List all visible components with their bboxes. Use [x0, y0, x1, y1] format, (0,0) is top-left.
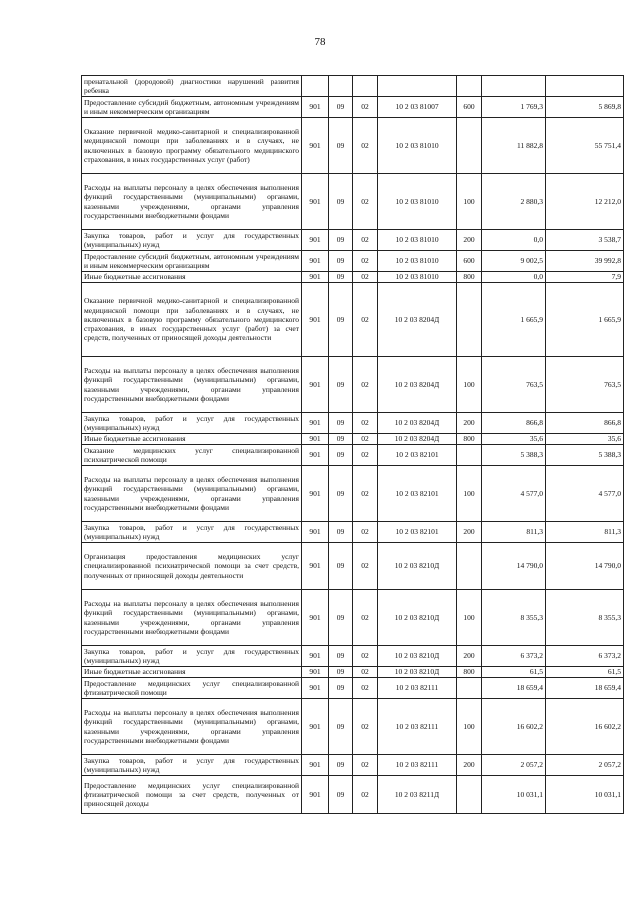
cell-department-code: 901	[302, 434, 329, 445]
table-row	[82, 272, 624, 283]
cell-subsection: 02	[353, 413, 378, 434]
cell-amount-1: 14 790,0	[482, 543, 546, 590]
cell-target-article: 10 2 03 8204Д	[378, 434, 457, 445]
cell-expense-type: 100	[457, 174, 482, 230]
cell-subsection: 02	[353, 755, 378, 776]
table-row	[82, 667, 624, 678]
cell-amount-1: 9 002,5	[482, 251, 546, 272]
cell-expense-type: 200	[457, 413, 482, 434]
cell-department-code: 901	[302, 283, 329, 357]
table-row	[82, 434, 624, 445]
cell-name: Закупка товаров, работ и услуг для государственных (муниципальных) нужд	[82, 646, 302, 667]
cell-target-article: 10 2 03 82101	[378, 445, 457, 466]
cell-target-article: 10 2 03 82101	[378, 466, 457, 522]
cell-amount-1	[482, 76, 546, 97]
cell-target-article: 10 2 03 82111	[378, 755, 457, 776]
cell-subsection: 02	[353, 118, 378, 174]
cell-name: Предоставление субсидий бюджетным, автономным учреждениям и иным некоммерческим организациям	[82, 97, 302, 118]
cell-section: 09	[329, 466, 353, 522]
table-row	[82, 230, 624, 251]
cell-section: 09	[329, 251, 353, 272]
cell-amount-2: 1 665,9	[546, 283, 624, 357]
cell-section: 09	[329, 590, 353, 646]
cell-expense-type	[457, 776, 482, 814]
cell-target-article: 10 2 03 81010	[378, 230, 457, 251]
cell-name: Расходы на выплаты персоналу в целях обеспечения выполнения функций государственными (муниципальными) органами, казенными учреждениями, органами управления государственными внебюджетными фондами	[82, 590, 302, 646]
cell-expense-type	[457, 118, 482, 174]
cell-amount-2: 811,3	[546, 522, 624, 543]
cell-section: 09	[329, 699, 353, 755]
cell-department-code: 901	[302, 466, 329, 522]
cell-department-code: 901	[302, 699, 329, 755]
cell-amount-2	[546, 76, 624, 97]
cell-amount-1: 16 602,2	[482, 699, 546, 755]
cell-expense-type	[457, 445, 482, 466]
cell-section: 09	[329, 174, 353, 230]
cell-amount-2: 6 373,2	[546, 646, 624, 667]
cell-section: 09	[329, 230, 353, 251]
cell-expense-type	[457, 283, 482, 357]
cell-amount-1: 5 388,3	[482, 445, 546, 466]
table-row	[82, 76, 624, 97]
cell-amount-1: 0,0	[482, 272, 546, 283]
cell-name: Закупка товаров, работ и услуг для государственных (муниципальных) нужд	[82, 755, 302, 776]
cell-amount-2: 18 659,4	[546, 678, 624, 699]
cell-name: пренатальной (дородовой) диагностики нарушений развития ребенка	[82, 76, 302, 97]
cell-section: 09	[329, 776, 353, 814]
cell-amount-2: 763,5	[546, 357, 624, 413]
cell-department-code: 901	[302, 543, 329, 590]
table-row	[82, 251, 624, 272]
cell-department-code: 901	[302, 776, 329, 814]
cell-department-code: 901	[302, 97, 329, 118]
cell-target-article: 10 2 03 81007	[378, 97, 457, 118]
cell-subsection: 02	[353, 466, 378, 522]
cell-amount-1: 811,3	[482, 522, 546, 543]
cell-amount-2: 866,8	[546, 413, 624, 434]
table-row	[82, 118, 624, 174]
cell-department-code: 901	[302, 272, 329, 283]
cell-section: 09	[329, 357, 353, 413]
cell-department-code: 901	[302, 522, 329, 543]
cell-target-article: 10 2 03 8211Д	[378, 776, 457, 814]
cell-section: 09	[329, 646, 353, 667]
cell-name: Оказание первичной медико-санитарной и специализированной медицинской помощи при заболеваниях и в случаях, не включенных в базовую программу обязательного медицинского страхования, в иных государственных услуг (работ) за счет средств, полученных от приносящей доходы деятельности	[82, 283, 302, 357]
cell-subsection: 02	[353, 646, 378, 667]
cell-name: Предоставление субсидий бюджетным, автономным учреждениям и иным некоммерческим организациям	[82, 251, 302, 272]
cell-name: Иные бюджетные ассигнования	[82, 434, 302, 445]
cell-amount-1: 11 882,8	[482, 118, 546, 174]
cell-name: Оказание первичной медико-санитарной и специализированной медицинской помощи при заболеваниях и в случаях, не включенных в базовую программу обязательного медицинского страхования, в иных государственных услуг (работ)	[82, 118, 302, 174]
cell-expense-type: 800	[457, 434, 482, 445]
cell-section	[329, 76, 353, 97]
cell-amount-2: 5 388,3	[546, 445, 624, 466]
cell-target-article: 10 2 03 81010	[378, 118, 457, 174]
cell-target-article: 10 2 03 81010	[378, 174, 457, 230]
cell-department-code: 901	[302, 251, 329, 272]
cell-name: Расходы на выплаты персоналу в целях обеспечения выполнения функций государственными (муниципальными) органами, казенными учреждениями, органами управления государственными внебюджетными фондами	[82, 699, 302, 755]
cell-name: Расходы на выплаты персоналу в целях обеспечения выполнения функций государственными (муниципальными) органами, казенными учреждениями, органами управления государственными внебюджетными фондами	[82, 466, 302, 522]
cell-name: Иные бюджетные ассигнования	[82, 667, 302, 678]
table-row	[82, 699, 624, 755]
cell-name: Расходы на выплаты персоналу в целях обеспечения выполнения функций государственными (муниципальными) органами, казенными учреждениями, органами управления государственными внебюджетными фондами	[82, 174, 302, 230]
table-row	[82, 543, 624, 590]
table-row	[82, 174, 624, 230]
cell-name: Организация предоставления медицинских услуг специализированной психиатрической помощи за счет средств, полученных от приносящей доходы деятельности	[82, 543, 302, 590]
cell-name: Закупка товаров, работ и услуг для государственных (муниципальных) нужд	[82, 522, 302, 543]
cell-expense-type: 600	[457, 251, 482, 272]
cell-expense-type	[457, 543, 482, 590]
table-row	[82, 357, 624, 413]
cell-amount-1: 6 373,2	[482, 646, 546, 667]
cell-target-article: 10 2 03 8210Д	[378, 667, 457, 678]
cell-amount-1: 61,5	[482, 667, 546, 678]
cell-expense-type: 200	[457, 646, 482, 667]
cell-target-article: 10 2 03 8204Д	[378, 413, 457, 434]
cell-section: 09	[329, 272, 353, 283]
cell-amount-2: 10 031,1	[546, 776, 624, 814]
table-row	[82, 97, 624, 118]
cell-amount-1: 1 769,3	[482, 97, 546, 118]
cell-target-article: 10 2 03 8210Д	[378, 646, 457, 667]
table-row	[82, 590, 624, 646]
cell-expense-type: 800	[457, 272, 482, 283]
cell-amount-2: 5 869,8	[546, 97, 624, 118]
cell-amount-2: 7,9	[546, 272, 624, 283]
cell-amount-2: 3 538,7	[546, 230, 624, 251]
cell-section: 09	[329, 413, 353, 434]
table-row	[82, 678, 624, 699]
cell-target-article: 10 2 03 8210Д	[378, 590, 457, 646]
cell-department-code: 901	[302, 755, 329, 776]
cell-name: Оказание медицинских услуг специализированной психиатрической помощи	[82, 445, 302, 466]
cell-expense-type: 100	[457, 466, 482, 522]
cell-amount-1: 763,5	[482, 357, 546, 413]
cell-target-article: 10 2 03 81010	[378, 251, 457, 272]
cell-expense-type: 100	[457, 699, 482, 755]
cell-department-code: 901	[302, 230, 329, 251]
cell-section: 09	[329, 118, 353, 174]
cell-amount-2: 35,6	[546, 434, 624, 445]
cell-subsection: 02	[353, 522, 378, 543]
table-row	[82, 522, 624, 543]
cell-name: Предоставление медицинских услуг специализированной фтизиатрической помощи за счет средств, полученных от приносящей доходы	[82, 776, 302, 814]
cell-subsection: 02	[353, 699, 378, 755]
cell-section: 09	[329, 678, 353, 699]
table-row	[82, 776, 624, 814]
cell-name: Закупка товаров, работ и услуг для государственных (муниципальных) нужд	[82, 413, 302, 434]
cell-department-code: 901	[302, 357, 329, 413]
cell-expense-type: 200	[457, 522, 482, 543]
cell-target-article: 10 2 03 8210Д	[378, 543, 457, 590]
cell-name: Расходы на выплаты персоналу в целях обеспечения выполнения функций государственными (муниципальными) органами, казенными учреждениями, органами управления государственными внебюджетными фондами	[82, 357, 302, 413]
cell-amount-1: 2 057,2	[482, 755, 546, 776]
cell-department-code: 901	[302, 678, 329, 699]
cell-department-code: 901	[302, 590, 329, 646]
cell-name: Предоставление медицинских услуг специализированной фтизиатрической помощи	[82, 678, 302, 699]
cell-section: 09	[329, 667, 353, 678]
cell-amount-1: 2 880,3	[482, 174, 546, 230]
cell-section: 09	[329, 522, 353, 543]
cell-subsection: 02	[353, 776, 378, 814]
cell-section: 09	[329, 755, 353, 776]
cell-department-code: 901	[302, 174, 329, 230]
cell-department-code: 901	[302, 667, 329, 678]
cell-department-code: 901	[302, 118, 329, 174]
cell-amount-2: 12 212,0	[546, 174, 624, 230]
cell-subsection: 02	[353, 543, 378, 590]
cell-section: 09	[329, 283, 353, 357]
cell-subsection: 02	[353, 590, 378, 646]
cell-subsection: 02	[353, 272, 378, 283]
page-number: 78	[314, 36, 326, 48]
cell-amount-2: 16 602,2	[546, 699, 624, 755]
cell-expense-type: 100	[457, 590, 482, 646]
cell-target-article	[378, 76, 457, 97]
table-row	[82, 646, 624, 667]
cell-amount-2: 8 355,3	[546, 590, 624, 646]
cell-subsection: 02	[353, 434, 378, 445]
table-row	[82, 755, 624, 776]
cell-amount-2: 39 992,8	[546, 251, 624, 272]
cell-amount-1: 10 031,1	[482, 776, 546, 814]
cell-target-article: 10 2 03 82111	[378, 678, 457, 699]
cell-amount-1: 4 577,0	[482, 466, 546, 522]
cell-section: 09	[329, 434, 353, 445]
cell-subsection: 02	[353, 678, 378, 699]
cell-target-article: 10 2 03 8204Д	[378, 283, 457, 357]
cell-target-article: 10 2 03 8204Д	[378, 357, 457, 413]
cell-target-article: 10 2 03 82101	[378, 522, 457, 543]
table-row	[82, 413, 624, 434]
cell-subsection	[353, 76, 378, 97]
cell-subsection: 02	[353, 251, 378, 272]
table-body	[82, 76, 624, 814]
cell-subsection: 02	[353, 174, 378, 230]
cell-name: Иные бюджетные ассигнования	[82, 272, 302, 283]
cell-expense-type: 600	[457, 97, 482, 118]
cell-amount-2: 4 577,0	[546, 466, 624, 522]
cell-section: 09	[329, 445, 353, 466]
cell-department-code: 901	[302, 646, 329, 667]
cell-subsection: 02	[353, 230, 378, 251]
table-row	[82, 466, 624, 522]
table-row	[82, 283, 624, 357]
cell-subsection: 02	[353, 97, 378, 118]
cell-subsection: 02	[353, 283, 378, 357]
cell-expense-type: 200	[457, 230, 482, 251]
cell-target-article: 10 2 03 81010	[378, 272, 457, 283]
cell-section: 09	[329, 97, 353, 118]
cell-amount-1: 866,8	[482, 413, 546, 434]
cell-section: 09	[329, 543, 353, 590]
cell-expense-type: 200	[457, 755, 482, 776]
cell-department-code	[302, 76, 329, 97]
table-row	[82, 445, 624, 466]
cell-amount-2: 2 057,2	[546, 755, 624, 776]
budget-table	[81, 75, 624, 814]
cell-amount-1: 8 355,3	[482, 590, 546, 646]
cell-subsection: 02	[353, 667, 378, 678]
cell-subsection: 02	[353, 445, 378, 466]
cell-expense-type: 100	[457, 357, 482, 413]
cell-amount-2: 14 790,0	[546, 543, 624, 590]
cell-amount-1: 35,6	[482, 434, 546, 445]
cell-amount-1: 0,0	[482, 230, 546, 251]
cell-name: Закупка товаров, работ и услуг для государственных (муниципальных) нужд	[82, 230, 302, 251]
cell-target-article: 10 2 03 82111	[378, 699, 457, 755]
cell-amount-1: 1 665,9	[482, 283, 546, 357]
cell-amount-2: 61,5	[546, 667, 624, 678]
cell-amount-2: 55 751,4	[546, 118, 624, 174]
cell-department-code: 901	[302, 413, 329, 434]
cell-amount-1: 18 659,4	[482, 678, 546, 699]
cell-expense-type	[457, 678, 482, 699]
cell-subsection: 02	[353, 357, 378, 413]
cell-expense-type	[457, 76, 482, 97]
cell-expense-type: 800	[457, 667, 482, 678]
cell-department-code: 901	[302, 445, 329, 466]
